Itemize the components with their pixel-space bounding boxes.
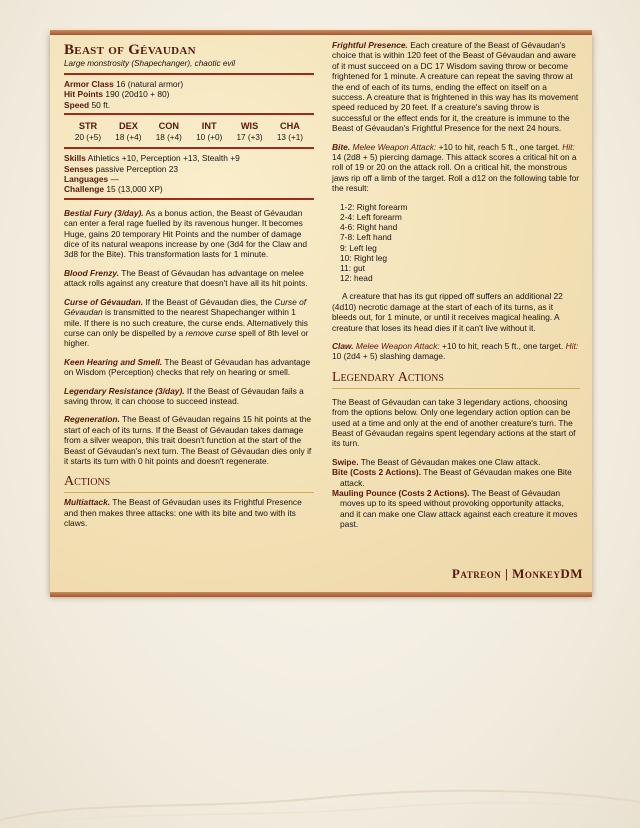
hit-points-value: 190 (20d10 + 80) bbox=[105, 89, 170, 100]
skills-label: Skills bbox=[64, 153, 86, 164]
ability-int bbox=[189, 121, 229, 143]
ability-name: CON bbox=[158, 121, 179, 132]
legendary-swipe bbox=[332, 457, 580, 467]
ability-dex bbox=[108, 121, 148, 143]
legendary-text: The Beast of Gévaudan moves up to its speed without provoking opportunity attacks, and it can make one Claw attack against each creature it moves past. bbox=[340, 488, 578, 530]
action-bite bbox=[332, 142, 580, 194]
languages-label: Languages bbox=[64, 174, 109, 185]
legendary-actions-heading: Legendary Actions bbox=[332, 370, 580, 389]
trait-text: The Beast of Gévaudan regains 15 hit points at the start of each of its turns. If the Beast of Gévaudan takes damage from a silver weapon, this trait doesn't function at the start of the Beast of Gévaudan's next turn. The Beast of Gévaudan dies only if it starts its turn with 0 hit points and doesn't regenerate. bbox=[64, 414, 312, 466]
trait-curse bbox=[64, 297, 314, 349]
speed-value: 50 ft. bbox=[91, 99, 111, 110]
trait-legendary-resistance bbox=[64, 386, 314, 407]
legendary-text: The Beast of Gévaudan makes one Bite attack. bbox=[340, 467, 572, 488]
critical-hit-table bbox=[340, 202, 580, 284]
top-border-bar bbox=[50, 30, 592, 35]
action-text: +10 to hit, reach 5 ft., one target. bbox=[442, 340, 564, 351]
ability-value: 10 (+0) bbox=[196, 133, 223, 143]
action-name: Claw. bbox=[332, 340, 354, 351]
trait-emphasis: remove curse bbox=[185, 327, 237, 338]
skills bbox=[64, 153, 314, 163]
legendary-bite bbox=[332, 467, 580, 488]
languages-value: — bbox=[110, 174, 119, 185]
creature-type: Large monstrosity (Shapechanger), chaotic evil bbox=[64, 59, 236, 68]
trait-text: If the Beast of Gévaudan dies, the bbox=[145, 296, 273, 307]
speed bbox=[64, 100, 314, 110]
legendary-name: Mauling Pounce (Costs 2 Actions). bbox=[332, 488, 470, 498]
senses bbox=[64, 164, 314, 174]
crit-entry: 2-4: Left forearm bbox=[340, 211, 402, 222]
divider bbox=[64, 198, 314, 200]
divider bbox=[64, 147, 314, 149]
senses-label: Senses bbox=[64, 163, 94, 174]
trait-name: Bestial Fury (3/day). bbox=[64, 207, 144, 218]
crit-entry: 7-8: Left hand bbox=[340, 232, 392, 243]
action-multiattack bbox=[64, 497, 314, 528]
legendary-text: The Beast of Gévaudan makes one Claw attack. bbox=[360, 456, 541, 467]
trait-name: Blood Frenzy. bbox=[64, 267, 120, 278]
action-text: The Beast of Gévaudan uses its Frightful Presence and then makes three attacks: one with its bite and two with its claws. bbox=[64, 497, 302, 529]
action-name: Multiattack. bbox=[64, 497, 111, 508]
footer-credit: Patreon | MonkeyDM bbox=[451, 566, 583, 581]
ability-value: 17 (+3) bbox=[236, 133, 263, 143]
action-claw bbox=[332, 341, 580, 362]
speed-label: Speed bbox=[64, 99, 90, 110]
ability-scores bbox=[68, 121, 310, 143]
hit-label: Hit: bbox=[562, 141, 575, 152]
ability-value: 18 (+4) bbox=[155, 133, 182, 143]
senses-value: passive Perception 23 bbox=[95, 163, 179, 174]
trait-bestial-fury bbox=[64, 208, 314, 260]
armor-class bbox=[64, 79, 314, 89]
crit-entry: 12: head bbox=[340, 273, 373, 284]
hit-label: Hit: bbox=[565, 340, 579, 351]
crit-entry: 1-2: Right forearm bbox=[340, 201, 408, 212]
ability-str bbox=[68, 121, 108, 143]
trait-text: If the Beast of Gévaudan fails a saving throw, it can choose to succeed instead. bbox=[64, 385, 304, 406]
ability-value: 18 (+4) bbox=[115, 133, 142, 143]
challenge-value: 15 (13,000 XP) bbox=[106, 184, 163, 195]
action-frightful-presence bbox=[332, 40, 580, 134]
trait-name: Legendary Resistance (3/day). bbox=[64, 385, 185, 396]
action-text: Each creature of the Beast of Gévaudan's choice that is within 120 feet of the Beast of Gévaudan and aware of it must succeed on a DC 17 Wisdom saving throw or become frightened for 1 minute. A creature can repeat the saving throw at the end of each of its turns, ending the effect on itself on a success. A creature that is frightened in this way has its movement speed reduced by 20 feet. If a creature's saving throw is successful or the effect ends for it, the creature is immune to the Beast of Gévaudan's Frightful Presence for the next 24 hours. bbox=[332, 40, 579, 134]
ability-cha bbox=[270, 121, 310, 143]
bottom-border-bar bbox=[50, 592, 592, 597]
ability-name: INT bbox=[201, 121, 217, 132]
attack-kind: Melee Weapon Attack: bbox=[355, 340, 440, 351]
legendary-mauling-pounce bbox=[332, 488, 580, 530]
action-text: +10 to hit, reach 5 ft., one target. bbox=[438, 141, 560, 152]
actions-heading: Actions bbox=[64, 474, 314, 493]
action-text: 10 (2d4 + 5) slashing damage. bbox=[332, 351, 446, 362]
attack-kind: Melee Weapon Attack: bbox=[352, 141, 437, 152]
challenge-label: Challenge bbox=[64, 184, 105, 195]
crit-entry: 4-6: Right hand bbox=[340, 222, 398, 233]
action-name: Bite. bbox=[332, 141, 351, 152]
trait-name: Regeneration. bbox=[64, 414, 120, 425]
ability-con bbox=[149, 121, 189, 143]
trait-blood-frenzy bbox=[64, 268, 314, 289]
trait-text: is transmitted to the nearest Shapechanger within 1 mile. If there is no such creature, the curse ends. Alternatively this curse can only be dispelled by a bbox=[64, 307, 308, 338]
trait-regeneration bbox=[64, 414, 314, 466]
divider bbox=[64, 113, 314, 115]
trait-name: Curse of Gévaudan. bbox=[64, 296, 144, 307]
trait-keen-senses bbox=[64, 357, 314, 378]
armor-class-value: 16 (natural armor) bbox=[116, 79, 184, 89]
ability-name: STR bbox=[78, 121, 98, 132]
ability-name: DEX bbox=[118, 121, 138, 132]
hit-points bbox=[64, 89, 314, 99]
creature-name: Beast of Gévaudan bbox=[64, 42, 196, 58]
legendary-name: Bite (Costs 2 Actions). bbox=[332, 467, 422, 478]
crit-entry: 11: gut bbox=[340, 262, 365, 273]
right-column bbox=[332, 40, 580, 530]
decorative-swirl bbox=[0, 780, 640, 828]
trait-text: spell of 8th level or higher. bbox=[64, 327, 309, 349]
trait-text: The Beast of Gévaudan has advantage on Wisdom (Perception) checks that rely on hearing or smell. bbox=[64, 356, 311, 378]
trait-text: As a bonus action, the Beast of Gévaudan can enter a feral rage fuelled by its ravenous hunger. It becomes Huge, gains 20 temporary Hit Points and the number of damage dice of its natural weapons increase by one (3d4 for the Claw and 3d8 for the Bite). This transformation lasts for 1 minute. bbox=[64, 207, 308, 260]
action-text: 14 (2d8 + 5) piercing damage. This attack scores a critical hit on a roll of 19 or 20 on the attack roll. On a critical hit, the monstrous jaws rip off a limb of the target. Roll a d12 on the following table for the result: bbox=[332, 152, 580, 194]
trait-text: The Beast of Gévaudan has advantage on melee attack rolls against any creature that doesn't have all its hit points. bbox=[64, 267, 308, 289]
ability-wis bbox=[230, 121, 270, 143]
action-name: Frightful Presence. bbox=[332, 40, 408, 50]
left-column bbox=[64, 40, 314, 537]
crit-entry: 10: Right leg bbox=[340, 252, 388, 263]
ability-value: 20 (+5) bbox=[74, 133, 102, 143]
trait-emphasis: Curse of Gévaudan bbox=[64, 296, 307, 318]
divider bbox=[64, 73, 314, 75]
crit-entry: 9: Left leg bbox=[340, 242, 377, 253]
ability-name: CHA bbox=[280, 121, 300, 132]
gut-note: A creature that has its gut ripped off suffers an additional 22 (4d10) necrotic damage at the start of each of its turns, as it bleeds out, for 1 minute, or until it receives magical healing. A creature that loses its head dies if it can't live without it. bbox=[332, 291, 563, 333]
ability-name: WIS bbox=[240, 121, 259, 132]
legendary-intro: The Beast of Gévaudan can take 3 legendary actions, choosing from the options below. Only one legendary action option can be used at a time and only at the end of another creature's turn. The Beast of Gévaudan regains spent legendary actions at the start of its turn. bbox=[332, 396, 576, 449]
ability-value: 13 (+1) bbox=[276, 133, 304, 143]
skills-value: Athletics +10, Perception +13, Stealth +9 bbox=[87, 153, 240, 164]
legendary-name: Swipe. bbox=[332, 456, 359, 467]
challenge bbox=[64, 184, 314, 194]
languages bbox=[64, 174, 314, 184]
hit-points-label: Hit Points bbox=[64, 89, 104, 100]
trait-name: Keen Hearing and Smell. bbox=[64, 356, 163, 367]
armor-class-label: Armor Class bbox=[64, 79, 114, 89]
